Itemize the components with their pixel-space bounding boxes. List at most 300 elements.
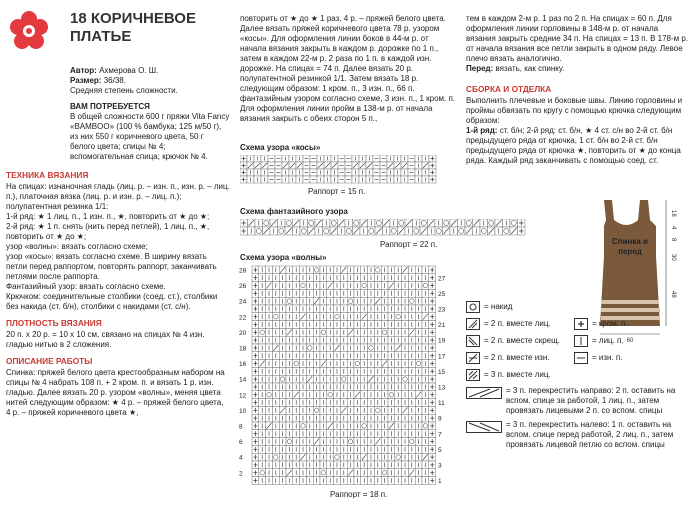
chart-cell [252,461,259,469]
chart-cell [413,227,421,235]
chart-cell [300,360,307,368]
chart-cell [272,367,279,375]
row-number: 9 [438,415,442,423]
chart-cell [252,406,259,414]
density-heading: ПЛОТНОСТЬ ВЯЗАНИЯ [6,318,102,328]
chart-cell [340,438,347,446]
chart-cell [368,391,375,399]
chart-cell [415,360,422,368]
chart-cell [300,453,307,461]
chart-cell [324,155,331,162]
chart-cell [429,383,436,391]
chart-cell [340,453,347,461]
chart-cell [293,453,300,461]
technique-line: полупатентная резинка 1/1: [6,202,109,211]
chart-cell [286,422,293,430]
materials-text: В общей сложности 600 г пряжи Vita Fancy «BAMBOO» (100 % бамбука; 125 м/50 г), из них 550 г коричневого цвета, 50 г белого цвета; спицы № 4; вспомогательная спица; крючок № 4. [70,112,230,161]
chart-cell [259,266,266,274]
chart-cell [408,461,415,469]
row-number: 1 [438,478,442,486]
chart-cell [270,219,278,227]
chart-cell [340,297,347,305]
chart-cell [340,375,347,383]
chart-cell [361,391,368,399]
chart-cell [293,227,301,235]
chart-cell [327,422,334,430]
chart-cell [266,297,273,305]
chart-cell [306,328,313,336]
chart-cell [354,391,361,399]
chart-cell [306,321,313,329]
chart-cell [347,375,354,383]
chart-cell [259,344,266,352]
chart-cell [422,461,429,469]
chart-cell [282,176,289,183]
chart-cell [279,289,286,297]
chart-cell [261,155,268,162]
chart-cell [320,399,327,407]
chart-cell [286,399,293,407]
chart-cell [300,375,307,383]
chart-cell [323,219,331,227]
chart-cell [429,274,436,282]
chart-cell [415,162,422,169]
row-number: 25 [438,290,446,298]
chart-cell [306,336,313,344]
chart-cell [247,155,254,162]
chart-cell [308,219,316,227]
chart-cell [395,445,402,453]
chart-cell [395,282,402,290]
chart-cell [240,176,247,183]
chart-cell [429,367,436,375]
chart-cell [368,321,375,329]
chart-cell [252,391,259,399]
chart-cell [334,375,341,383]
chart-cell [282,162,289,169]
chart-cell [361,445,368,453]
chart-cell [352,176,359,183]
chart-cell [334,297,341,305]
chart-cell [286,313,293,321]
chart-cell [266,399,273,407]
chart-cell [374,414,381,422]
chart-cell [320,391,327,399]
chart-cell [293,391,300,399]
chart-cell [395,274,402,282]
chart-cell [247,176,254,183]
chart-cell [293,289,300,297]
chart-cell [266,282,273,290]
chart-cell [422,383,429,391]
chart-cell [275,169,282,176]
chart-cell [306,274,313,282]
chart-cell [415,282,422,290]
chart-cell [395,336,402,344]
chart-cell [347,406,354,414]
chart-cell [300,367,307,375]
chart-cell [310,162,317,169]
chart-cell [361,328,368,336]
chart-cell [313,461,320,469]
chart-cell [381,289,388,297]
chart-cell [334,391,341,399]
chart-cell [240,162,247,169]
chart-cell [428,219,436,227]
chart-cell [429,430,436,438]
author: Ахмерова О. Ш. [99,66,159,75]
chart-cell [395,344,402,352]
chart-cell [279,367,286,375]
chart-cell [324,169,331,176]
chart-cell [306,375,313,383]
chart-cell [320,414,327,422]
chart-cell [394,176,401,183]
chart-cell [293,297,300,305]
chart-cell [334,321,341,329]
legend-cross2: = 3 п. перекрестить налево: 1 п. оставить на вспом. спице перед работой, 2 лиц. п., затем провязать лицевой петлю со вспом. спицы [506,420,674,449]
chart-cell [402,282,409,290]
chart-cell [306,367,313,375]
chart-cell [338,219,346,227]
chart-cell [374,477,381,485]
chart-cell [254,169,261,176]
chart-cell [300,282,307,290]
chart-cell [272,422,279,430]
chart-cell [327,321,334,329]
chart-cell [347,438,354,446]
chart-cell [340,305,347,313]
chart-cell [330,227,338,235]
chart-cell [402,274,409,282]
chart-cell [383,227,391,235]
legend-cross1: = 3 п. перекрестить направо: 2 п. оставить на вспом. спице за работой, 1 лиц. п., затем провязать лицевыми 2 п. со вспом. спицы [506,386,676,415]
chart-cell [293,352,300,360]
chart-cell [408,375,415,383]
chart-cell [361,438,368,446]
chart-cell [334,274,341,282]
chart-cell [259,297,266,305]
chart-cell [395,266,402,274]
fantasy-chart [240,219,530,239]
chart-cell [340,274,347,282]
chart-cell [374,383,381,391]
chart-cell [334,289,341,297]
chart-cell [279,321,286,329]
chart-cell [327,313,334,321]
chart-cell [422,274,429,282]
chart-cell [388,430,395,438]
chart-cell [313,305,320,313]
chart-cell [388,414,395,422]
chart-cell [402,477,409,485]
chart-cell [415,438,422,446]
chart-cell [340,321,347,329]
chart-cell [334,367,341,375]
chart-cell [261,162,268,169]
chart-cell [402,375,409,383]
chart-cell [368,399,375,407]
chart-cell [388,383,395,391]
schematic-label-2: перед [618,247,642,256]
chart-cell [368,453,375,461]
chart-cell [252,469,259,477]
chart-cell [415,391,422,399]
chart-cell [368,266,375,274]
chart-cell [381,383,388,391]
chart-cell [240,227,248,235]
chart-cell [300,391,307,399]
chart-cell [293,344,300,352]
chart-cell [422,289,429,297]
row-number: 5 [438,446,442,454]
chart-cell [300,336,307,344]
chart-cell [395,461,402,469]
chart-cell [252,282,259,290]
edge-stitch-icon [574,318,588,330]
chart-cell [317,162,324,169]
chart-cell [259,321,266,329]
chart-cell [387,155,394,162]
chart-cell [458,219,466,227]
chart-cell [473,219,481,227]
chart-cell [361,406,368,414]
chart-cell [259,305,266,313]
chart-cell [278,227,286,235]
chart-cell [303,176,310,183]
chart-cell [368,367,375,375]
chart-cell [324,176,331,183]
chart-cell [300,430,307,438]
chart-cell [320,352,327,360]
chart-cell [296,155,303,162]
chart-cell [279,274,286,282]
chart-cell [395,375,402,383]
chart-cell [422,445,429,453]
chart-cell [334,399,341,407]
chart-cell [429,453,436,461]
chart-cell [415,399,422,407]
chart-cell [293,367,300,375]
chart-cell [340,399,347,407]
chart-cell [272,274,279,282]
chart-cell [306,406,313,414]
chart-cell [408,344,415,352]
chart-cell [252,375,259,383]
chart-cell [381,352,388,360]
chart-cell [317,169,324,176]
chart-cell [402,406,409,414]
chart-cell [422,438,429,446]
k2tog-icon [466,318,480,330]
chart-cell [300,305,307,313]
chart-cell [313,266,320,274]
chart-cell [361,336,368,344]
chart-cell [327,469,334,477]
chart-cell [347,399,354,407]
chart-cell [306,360,313,368]
chart-cell [275,155,282,162]
technique-line: узор «косы»: вязать согласно схеме. В ширину вязать петли перед раппортом, повторять раппорт, заканчивать петлями после раппорта. [6,252,217,281]
chart-cell [402,313,409,321]
technique-heading: ТЕХНИКА ВЯЗАНИЯ [6,170,89,180]
chart-cell [315,227,323,235]
chart-cell [347,336,354,344]
chart-cell [296,162,303,169]
chart-cell [415,313,422,321]
chart-cell [380,162,387,169]
chart-cell [408,297,415,305]
chart-cell [263,219,271,227]
chart-cell [327,305,334,313]
chart-cell [272,461,279,469]
chart-cell [408,445,415,453]
chart-cell [354,461,361,469]
chart-cell [374,289,381,297]
chart-cell [415,367,422,375]
chart-cell [347,477,354,485]
chart-cell [408,367,415,375]
dim-label: 30 [670,254,676,261]
chart-cell [361,360,368,368]
chart-cell [272,266,279,274]
chart-cell [320,297,327,305]
row-number: 11 [438,400,445,408]
chart-cell [331,176,338,183]
chart-cell [422,169,429,176]
chart-cell [387,162,394,169]
chart-cell [340,367,347,375]
chart-cell [402,453,409,461]
chart-cell [279,469,286,477]
chart-cell [254,155,261,162]
chart-cell [252,328,259,336]
chart-cell [300,313,307,321]
chart-cell [374,438,381,446]
chart-cell [398,227,406,235]
chart-cell [429,406,436,414]
chart-cell [347,352,354,360]
chart-cell [354,406,361,414]
chart-cell [313,344,320,352]
chart-cell [480,227,488,235]
chart-cell [272,438,279,446]
chart-cell [388,274,395,282]
chart-cell [443,227,451,235]
chart-cell [422,360,429,368]
chart-cell [340,313,347,321]
technique-line: 1-й ряд: ★ 1 лиц. п., 1 изн. п., ★, повторить от ★ до ★; [6,212,210,221]
chart-cell [252,274,259,282]
row-number: 28 [239,267,247,275]
chart-cell [381,328,388,336]
chart-cell [408,391,415,399]
chart-cell [306,391,313,399]
chart-cell [279,282,286,290]
density-text: 20 п. х 20 р. = 10 х 10 см, связано на спицах № 4 изн. гладью нитью в 2 сложения. [6,330,205,349]
chart-cell [293,399,300,407]
chart-cell [313,289,320,297]
chart-cell [300,297,307,305]
chart-cell [402,289,409,297]
chart-cell [279,477,286,485]
legend-label: = лиц. п. [592,335,624,345]
chart-cell [388,469,395,477]
chart-cell [279,453,286,461]
chart-cell [368,477,375,485]
k2tog-tbl-icon [466,335,480,347]
chart-cell [408,336,415,344]
chart-cell [259,399,266,407]
chart-cell [285,219,293,227]
chart-cell [313,352,320,360]
chart-cell [345,176,352,183]
chart-cell [354,297,361,305]
chart-cell [429,414,436,422]
title-line1: КОРИЧНЕВОЕ [90,10,196,27]
legend-right [574,315,694,366]
chart-cell [415,336,422,344]
chart-cell [353,219,361,227]
chart-cell [347,274,354,282]
chart-cell [435,219,443,227]
chart-cell [388,375,395,383]
chart-cell [373,162,380,169]
chart-cell [272,453,279,461]
chart-cell [252,305,259,313]
chart-cell [252,438,259,446]
chart-cell [293,438,300,446]
chart-cell [415,274,422,282]
chart-cell [248,219,256,227]
chart-cell [368,289,375,297]
chart-cell [286,344,293,352]
chart-cell [320,344,327,352]
k3tog-icon [466,369,480,381]
chart-cell [340,336,347,344]
chart-cell [300,469,307,477]
chart-cell [259,282,266,290]
chart-cell [313,282,320,290]
chart-cell [306,282,313,290]
column-3 [466,14,690,166]
chart-cell [293,383,300,391]
chart-cell [387,169,394,176]
chart-cell [415,321,422,329]
chart-cell [395,391,402,399]
chart-cell [279,352,286,360]
chart-cell [345,219,353,227]
row-number: 6 [239,439,243,447]
chart-cell [327,360,334,368]
chart-cell [402,422,409,430]
chart-cell [266,391,273,399]
chart-cell [282,155,289,162]
chart-cell [381,344,388,352]
chart-cell [266,383,273,391]
chart-cell [408,469,415,477]
chart-cell [286,414,293,422]
row1-label: 1-й ряд: [466,126,498,135]
chart-cell [320,367,327,375]
chart-cell [293,274,300,282]
chart-cell [347,282,354,290]
chart-cell [275,176,282,183]
chart-cell [415,414,422,422]
chart-cell [354,469,361,477]
chart-cell [293,477,300,485]
chart-cell [408,383,415,391]
